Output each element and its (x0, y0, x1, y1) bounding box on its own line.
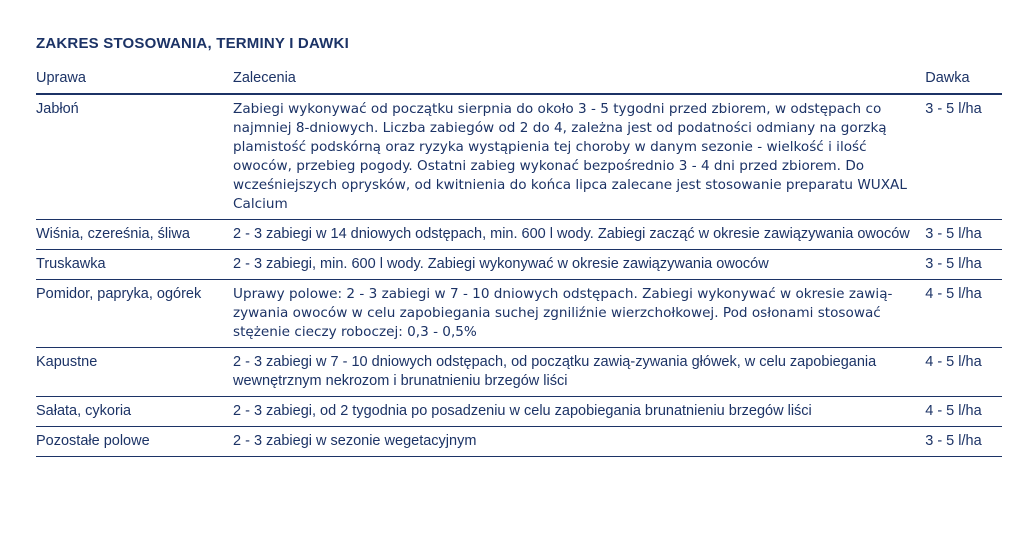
table-row (36, 348, 1002, 397)
recommendation-cell: 2 - 3 zabiegi, od 2 tygodnia po posadzeniu w celu zapobiegania brunatnieniu brzegów liści (233, 397, 925, 427)
crop-cell: Pomidor, papryka, ogórek (36, 280, 233, 348)
crop-cell: Wiśnia, czereśnia, śliwa (36, 220, 233, 250)
section-title: ZAKRES STOSOWANIA, TERMINY I DAWKI (36, 35, 349, 52)
column-header-crop: Uprawa (36, 66, 233, 94)
dose-cell: 4 - 5 l/ha (925, 348, 1002, 397)
crop-cell: Jabłoń (36, 94, 233, 220)
recommendation-cell: 2 - 3 zabiegi w sezonie wegetacyjnym (233, 427, 925, 457)
recommendation-cell: 2 - 3 zabiegi w 7 - 10 dniowych odstępach, od początku zawią-zywania główek, w celu zapobiegania wewnętrznym nekrozom i brunatnieniu brzegów liści (233, 348, 925, 397)
table-row (36, 220, 1002, 250)
crop-cell: Kapustne (36, 348, 233, 397)
column-header-recommendation: Zalecenia (233, 66, 925, 94)
dose-cell: 3 - 5 l/ha (925, 427, 1002, 457)
recommendation-cell: Uprawy polowe: 2 - 3 zabiegi w 7 - 10 dniowych odstępach. Zabiegi wykonywać w okresie zawią-zywania owoców w celu zapobiegania suchej zgniliźnie wierzchołkowej. Pod osłonami stosować stężenie cieczy roboczej: 0,3 - 0,5% (233, 280, 925, 348)
dosage-table (36, 66, 1002, 457)
crop-cell: Sałata, cykoria (36, 397, 233, 427)
dose-cell: 4 - 5 l/ha (925, 280, 1002, 348)
dose-cell: 4 - 5 l/ha (925, 397, 1002, 427)
table-row (36, 397, 1002, 427)
table-row (36, 427, 1002, 457)
dose-cell: 3 - 5 l/ha (925, 220, 1002, 250)
dose-cell: 3 - 5 l/ha (925, 250, 1002, 280)
recommendation-cell: Zabiegi wykonywać od początku sierpnia do około 3 - 5 tygodni przed zbiorem, w odstępach co najmniej 8-dniowych. Liczba zabiegów od 2 do 4, zależna jest od podatności odmiany na gorzką plamistość podskórną oraz ryzyka wystąpienia tej choroby w danym sezonie - wielkość i ilość owoców, przebieg pogody. Ostatni zabieg wykonać bezpośrednio 3 - 4 dni przed zbiorem. Do wcześniejszych oprysków, od kwitnienia do końca lipca zalecane jest stosowanie preparatu WUXAL Calcium (233, 94, 925, 220)
crop-cell: Truskawka (36, 250, 233, 280)
table-header-row (36, 66, 1002, 94)
column-header-dose: Dawka (925, 66, 1002, 94)
recommendation-cell: 2 - 3 zabiegi w 14 dniowych odstępach, min. 600 l wody. Zabiegi zacząć w okresie zawiązywania owoców (233, 220, 925, 250)
table-row (36, 94, 1002, 220)
dose-cell: 3 - 5 l/ha (925, 94, 1002, 220)
crop-cell: Pozostałe polowe (36, 427, 233, 457)
recommendation-cell: 2 - 3 zabiegi, min. 600 l wody. Zabiegi wykonywać w okresie zawiązywania owoców (233, 250, 925, 280)
table-row (36, 280, 1002, 348)
table-row (36, 250, 1002, 280)
